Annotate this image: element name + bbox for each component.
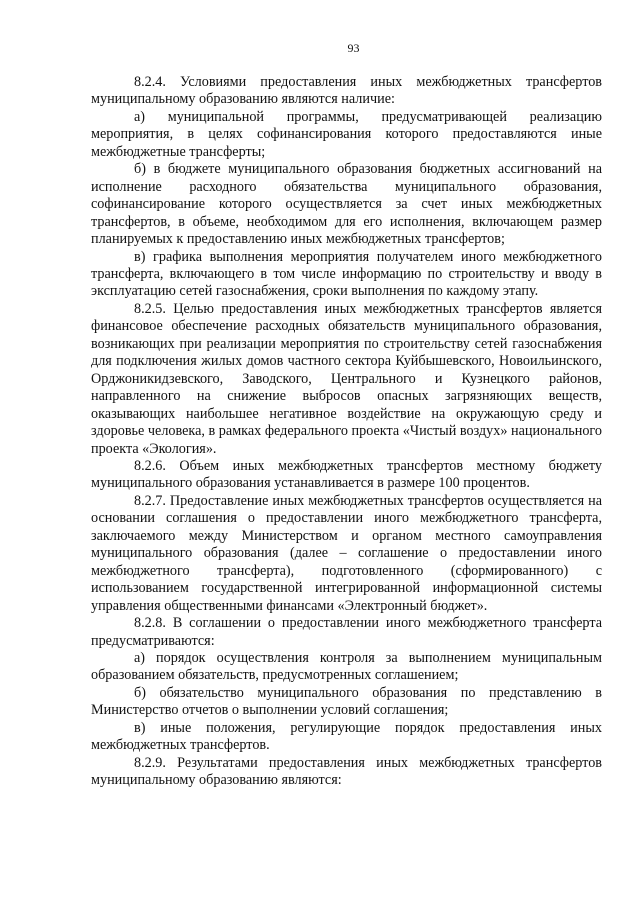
clause-paragraph: 8.2.5. Целью предоставления иных межбюджетных трансфертов является финансовое обеспечение расходных обязательств муниципального образования, возникающих при реализации мероприятия по строительству сетей газоснабжения для подключения жилых домов частного сектора Куйбышевского, Новоильинского, Орджоникидзевского, Заводского, Центрального и Кузнецкого районов, направленного на снижение выбросов опасных загрязняющих веществ, оказывающих наибольшее негативное воздействие на окружающую среду и здоровье человека, в рамках федерального проекта «Чистый воздух» национального проекта «Экология». — [91, 300, 602, 457]
clause-paragraph: 8.2.7. Предоставление иных межбюджетных трансфертов осуществляется на основании соглашения о предоставлении иного межбюджетного трансферта, заключаемого между Министерством и органом местного самоуправления муниципального образования (далее – соглашение о предоставлении иного межбюджетного трансферта), подготовленного (сформированного) с использованием государственной интегрированной информационной системы управления общественными финансами «Электронный бюджет». — [91, 492, 602, 614]
subitem-paragraph: а) порядок осуществления контроля за выполнением муниципальным образованием обязательств, предусмотренных соглашением; — [91, 649, 602, 684]
clause-paragraph: 8.2.6. Объем иных межбюджетных трансфертов местному бюджету муниципального образования устанавливается в размере 100 процентов. — [91, 457, 602, 492]
document-page — [91, 41, 602, 790]
page-number: 93 — [347, 41, 360, 55]
subitem-paragraph: в) иные положения, регулирующие порядок предоставления иных межбюджетных трансфертов. — [91, 719, 602, 754]
clause-paragraph: 8.2.4. Условиями предоставления иных межбюджетных трансфертов муниципальному образованию являются наличие: — [91, 74, 602, 108]
subitem-paragraph: б) в бюджете муниципального образования бюджетных ассигнований на исполнение расходного обязательства муниципального образования, софинансирование которого осуществляется за счет иных межбюджетных трансфертов, в объеме, необходимом для его исполнения, включающем размер планируемых к предоставлению иных межбюджетных трансфертов; — [91, 161, 602, 248]
clause-paragraph: 8.2.9. Результатами предоставления иных межбюджетных трансфертов муниципальному образованию являются: — [91, 754, 602, 789]
clause-paragraph: 8.2.8. В соглашении о предоставлении иного межбюджетного трансферта предусматриваются: — [91, 615, 602, 649]
subitem-paragraph: в) графика выполнения мероприятия получателем иного межбюджетного трансферта, включающего в том числе информацию по строительству и вводу в эксплуатацию сетей газоснабжения, сроки выполнения по каждому этапу. — [91, 248, 602, 300]
subitem-paragraph: а) муниципальной программы, предусматривающей реализацию мероприятия, в целях софинансирования которого предоставляются иные межбюджетные трансферты; — [91, 108, 602, 160]
subitem-paragraph: б) обязательство муниципального образования по представлению в Министерство отчетов о выполнении условий соглашения; — [91, 684, 602, 719]
document-body — [91, 74, 602, 790]
